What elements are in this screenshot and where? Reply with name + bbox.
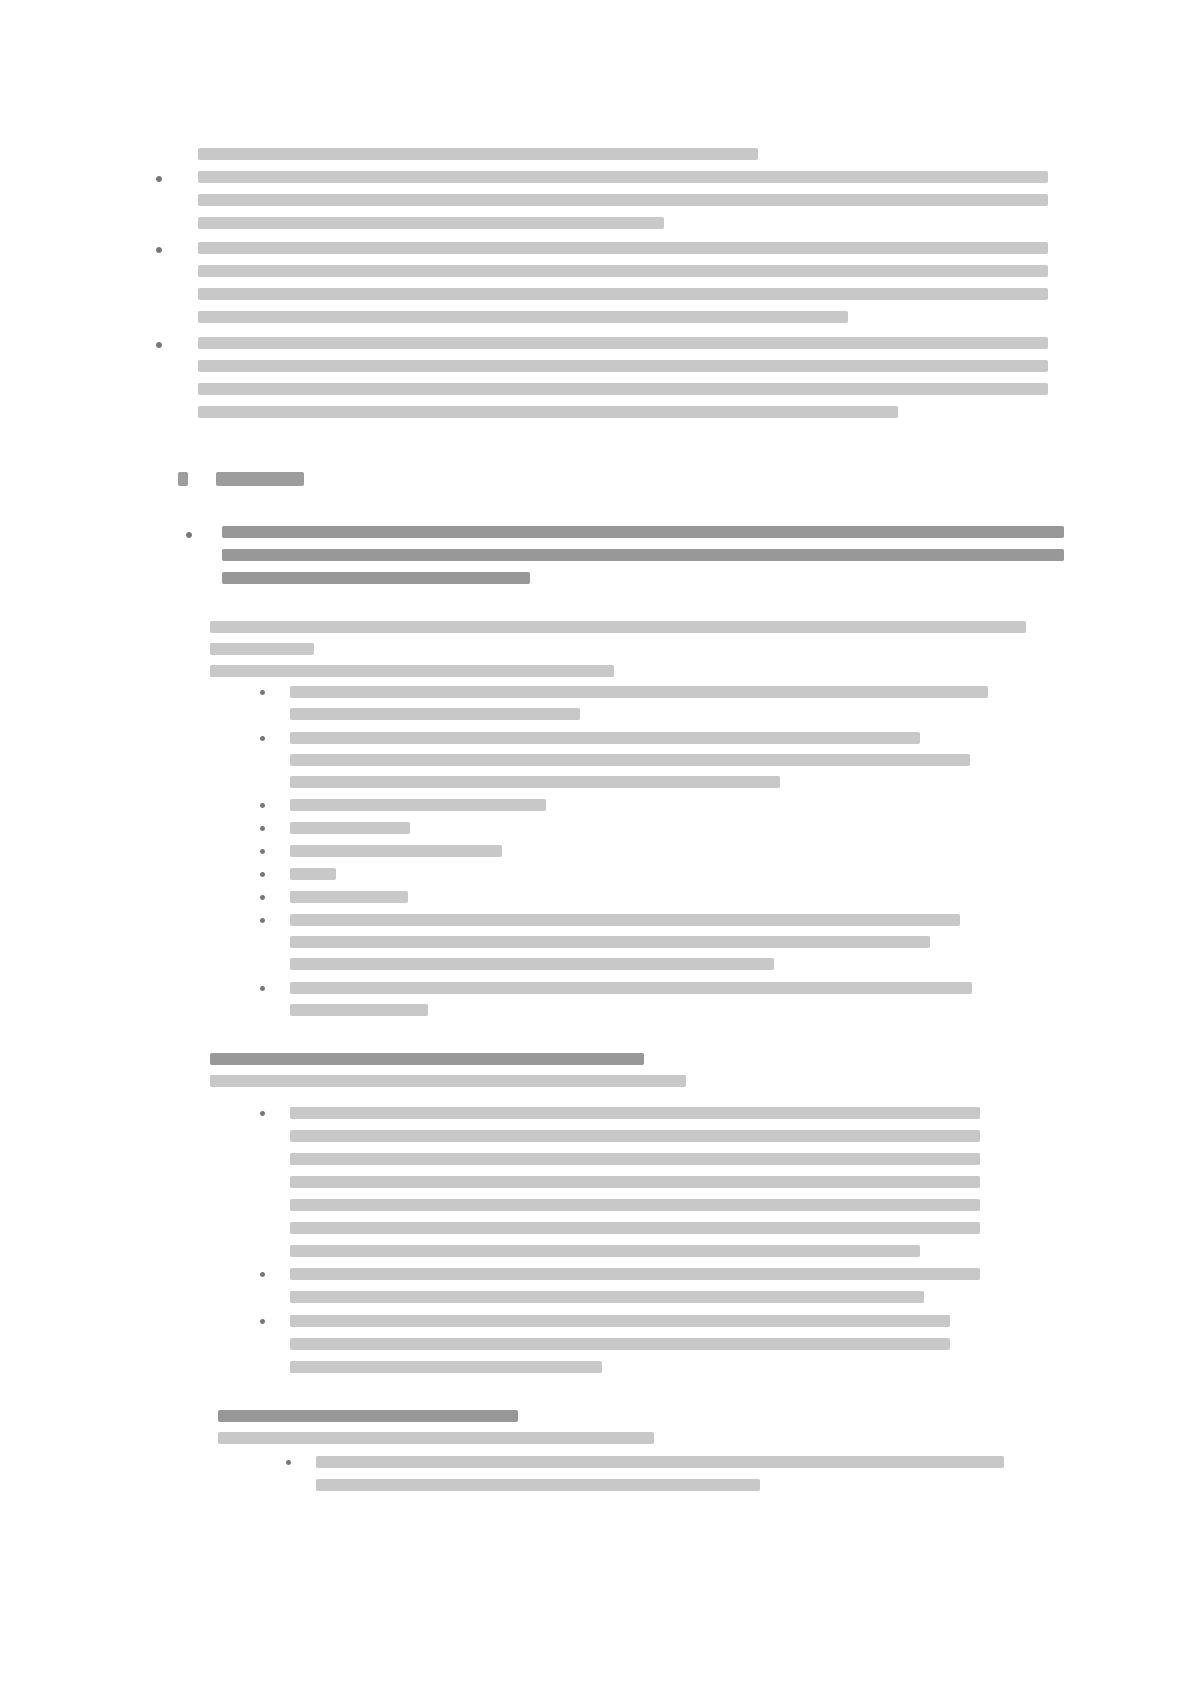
list-bullet — [286, 1460, 291, 1465]
list-bullet — [156, 176, 162, 182]
list-bullet — [260, 872, 265, 877]
list-bullet — [260, 849, 265, 854]
list-bullet — [260, 1272, 265, 1277]
list-bullet — [260, 736, 265, 741]
list-bullet — [260, 690, 265, 695]
list-bullet — [260, 1319, 265, 1324]
list-bullet — [156, 342, 162, 348]
list-bullet — [260, 826, 265, 831]
list-bullet — [260, 986, 265, 991]
list-bullet — [186, 532, 192, 538]
list-bullet — [260, 918, 265, 923]
section-heading — [178, 470, 318, 488]
list-bullet — [260, 895, 265, 900]
list-bullet — [260, 803, 265, 808]
list-bullet — [260, 1111, 265, 1116]
list-bullet — [156, 247, 162, 253]
